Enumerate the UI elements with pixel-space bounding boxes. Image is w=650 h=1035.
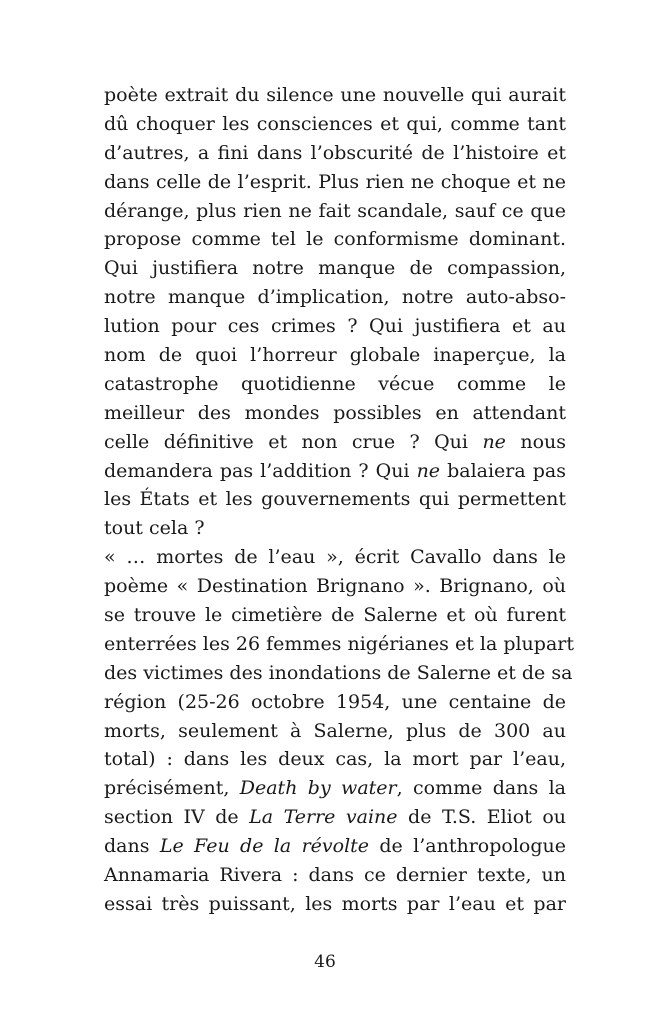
text-line (104, 341, 566, 370)
text-line (104, 745, 566, 774)
text-line (104, 890, 566, 919)
text-segment: morts, seulement à Salerne, plus de 300 au (104, 719, 566, 742)
italic-text: ne (416, 459, 441, 482)
text-line (104, 572, 566, 601)
text-segment: d’autres, a fini dans l’obscurité de l’histoire et (104, 141, 566, 164)
text-line (104, 110, 566, 139)
text-segment: enterrées les 26 femmes nigérianes et la plupart (104, 632, 574, 655)
text-line (104, 717, 566, 746)
text-segment: nom de quoi l’horreur globale inaperçue, la (104, 344, 566, 367)
italic-text: La Terre vaine (249, 806, 398, 829)
text-segment: région (25-26 octobre 1954, une centaine de (104, 690, 566, 713)
text-segment: celle définitive et non crue ? Qui (104, 430, 483, 453)
text-line (104, 312, 566, 341)
text-segment: des victimes des inondations de Salerne et de sa (104, 661, 573, 684)
text-line (104, 139, 566, 168)
text-segment: de T.S. Eliot ou (397, 806, 566, 829)
text-line (104, 457, 566, 486)
text-line (104, 485, 566, 514)
text-line (104, 861, 566, 890)
text-line (104, 254, 566, 283)
text-segment: de l’anthropologue (369, 835, 566, 858)
text-segment: dû choquer les consciences et qui, comme tant (104, 112, 566, 135)
text-segment: catastrophe quotidienne vécue comme le (104, 372, 566, 395)
text-segment: balaiera pas (440, 459, 566, 482)
text-segment: dérange, plus rien ne fait scandale, sauf ce que (104, 199, 566, 222)
text-line (104, 81, 566, 110)
text-segment: les États et les gouvernements qui permettent (104, 488, 566, 511)
text-segment: dans celle de l’esprit. Plus rien ne choque et ne (104, 170, 566, 193)
text-segment: , comme dans la (396, 777, 566, 800)
text-line (104, 659, 573, 688)
text-line (104, 803, 566, 832)
text-line (104, 832, 566, 861)
text-segment: section IV de (104, 806, 250, 829)
text-line (104, 514, 566, 543)
body-text (104, 81, 574, 919)
text-line (104, 601, 566, 630)
text-segment: total) : dans les deux cas, la mort par l’eau, (104, 748, 566, 771)
italic-text: ne (482, 430, 506, 453)
italic-text: Death by water (239, 777, 397, 800)
text-segment: lution pour ces crimes ? Qui justifiera et au (104, 315, 566, 338)
text-segment: propose comme tel le conformisme dominant. (104, 228, 566, 251)
text-segment: demandera pas l’addition ? Qui (104, 459, 417, 482)
text-line (104, 283, 566, 312)
page-number: 46 (314, 952, 336, 972)
text-segment: Qui justifiera notre manque de compassion, (104, 257, 566, 280)
text-segment: notre manque d’implication, notre auto-abso- (104, 286, 566, 309)
text-segment: dans (104, 835, 160, 858)
text-segment: précisément, (104, 777, 240, 800)
text-segment: « … mortes de l’eau », écrit Cavallo dans le (104, 546, 566, 569)
text-line (104, 197, 566, 226)
text-line (104, 370, 566, 399)
text-segment: meilleur des mondes possibles en attendant (104, 401, 566, 424)
text-line (104, 399, 566, 428)
text-line (104, 774, 566, 803)
text-segment: poète extrait du silence une nouvelle qui aurait (104, 84, 566, 106)
text-segment: poème « Destination Brignano ». Brignano, où (104, 575, 566, 598)
text-segment: tout cela ? (104, 517, 205, 540)
text-segment: se trouve le cimetière de Salerne et où furent (104, 604, 566, 627)
text-line (104, 428, 566, 457)
text-line (104, 688, 566, 717)
text-segment: nous (505, 430, 567, 453)
text-line (104, 630, 574, 659)
text-line (104, 543, 566, 572)
italic-text: Le Feu de la révolte (159, 835, 370, 858)
text-segment: essai très puissant, les morts par l’eau et par (104, 892, 566, 915)
text-line (104, 225, 566, 254)
text-segment: Annamaria Rivera : dans ce dernier texte, un (104, 864, 566, 887)
text-line (104, 168, 566, 197)
